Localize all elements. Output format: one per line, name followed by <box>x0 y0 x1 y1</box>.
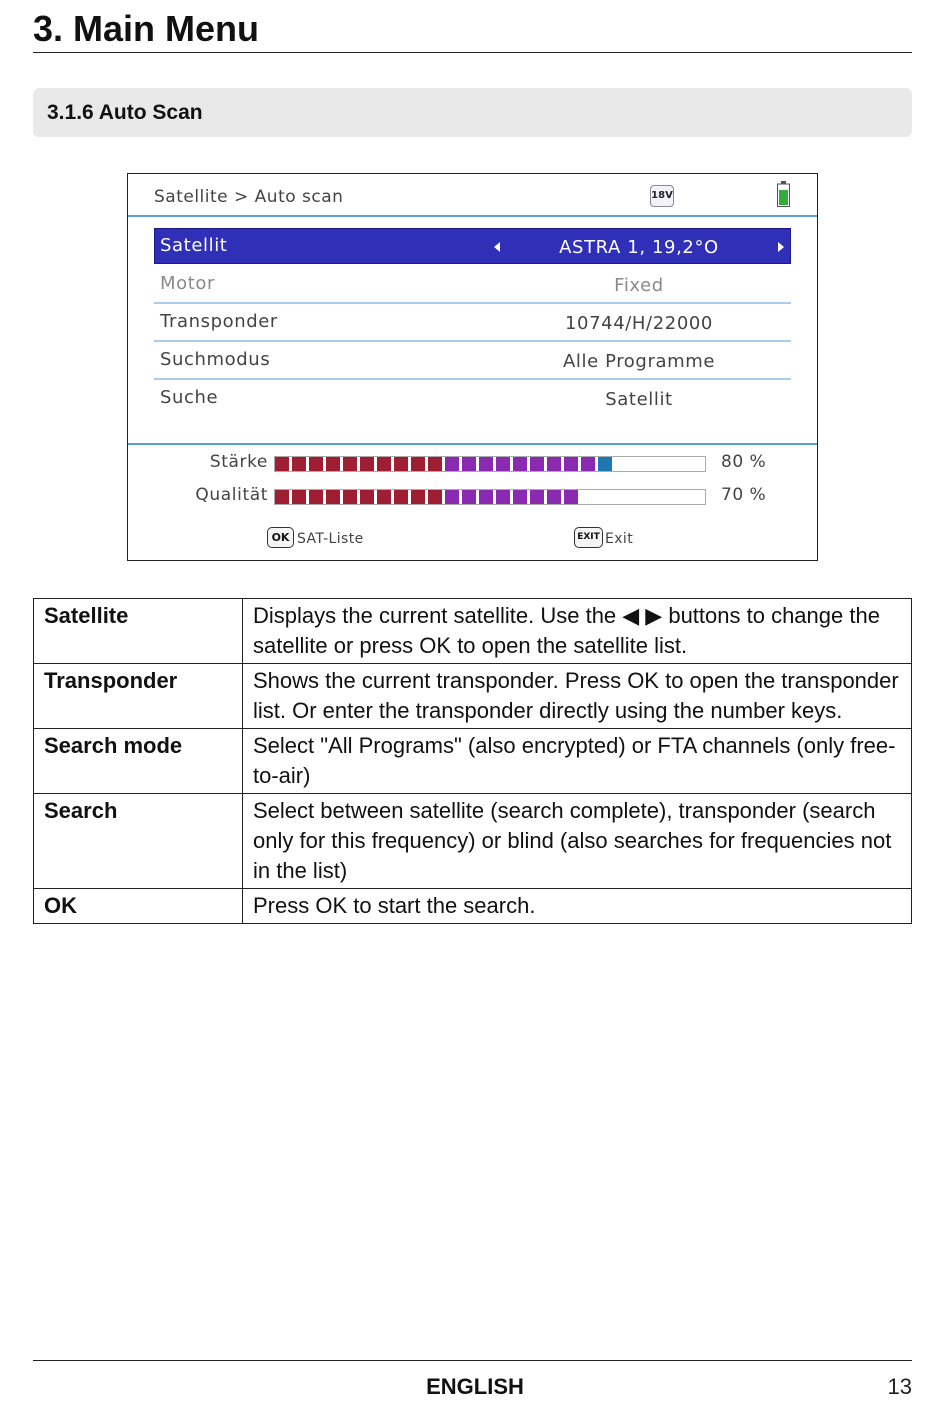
meter-segment <box>445 490 459 504</box>
table-term: OK <box>34 889 243 924</box>
table-description: Select "All Programs" (also encrypted) or FTA channels (only free-to-air) <box>243 729 912 794</box>
menu-row-value: 10744/H/22000 <box>565 313 713 334</box>
meter-segment <box>377 490 391 504</box>
ok-key-caption: SAT-Liste <box>297 531 364 547</box>
signal-quality-label: Qualität <box>195 485 268 505</box>
meter-segment <box>462 490 476 504</box>
meter-segment <box>462 457 476 471</box>
table-row <box>34 664 912 729</box>
table-description: Shows the current transponder. Press OK to open the transponder list. Or enter the transponder directly using the number keys. <box>243 664 912 729</box>
meter-segment <box>547 490 561 504</box>
exit-key-icon[interactable]: EXIT <box>574 527 603 548</box>
table-description: Displays the current satellite. Use the ◀ ▶ buttons to change the satellite or press OK to open the satellite list. <box>243 599 912 664</box>
menu-row-label: Suchmodus <box>160 349 271 370</box>
menu-row-motor <box>154 266 791 304</box>
meter-segment <box>513 490 527 504</box>
meter-segment <box>275 457 289 471</box>
table-term: Search <box>34 794 243 889</box>
meter-segment <box>343 490 357 504</box>
meter-segment <box>343 457 357 471</box>
meter-segment <box>360 490 374 504</box>
signal-quality-fill <box>275 490 581 504</box>
screen-header-divider <box>128 215 817 217</box>
menu-row-satellit[interactable] <box>154 228 791 264</box>
menu-row-transponder[interactable] <box>154 304 791 342</box>
exit-key-caption: Exit <box>605 531 634 547</box>
section-header <box>33 88 912 137</box>
signal-quality-percent: 70 % <box>721 485 767 505</box>
table-term: Transponder <box>34 664 243 729</box>
meter-segment <box>496 457 510 471</box>
meter-segment <box>513 457 527 471</box>
signal-strength-bar <box>274 456 706 472</box>
menu-row-label: Motor <box>160 273 216 294</box>
meter-segment <box>564 457 578 471</box>
meter-segment <box>428 457 442 471</box>
meter-segment <box>564 490 578 504</box>
signal-quality-bar <box>274 489 706 505</box>
meter-segment <box>309 457 323 471</box>
arrow-right-icon[interactable] <box>778 242 784 252</box>
meter-segment <box>530 490 544 504</box>
signal-strength-fill <box>275 457 615 471</box>
lnb-voltage-badge: 18V <box>650 185 674 207</box>
table-row <box>34 889 912 924</box>
meter-segment <box>292 457 306 471</box>
menu-row-label: Satellit <box>160 235 228 256</box>
menu-row-value: Satellit <box>605 389 673 410</box>
table-row <box>34 794 912 889</box>
meter-segment <box>598 457 612 471</box>
menu-row-suchmodus[interactable] <box>154 342 791 380</box>
meter-segment <box>275 490 289 504</box>
battery-icon <box>777 181 790 207</box>
table-row <box>34 729 912 794</box>
auto-scan-screenshot <box>127 173 818 561</box>
meter-segment <box>479 490 493 504</box>
page-heading: 3. Main Menu <box>33 8 260 49</box>
meter-segment <box>530 457 544 471</box>
meter-segment <box>445 457 459 471</box>
meter-segment <box>547 457 561 471</box>
screen-meter-divider <box>128 443 817 445</box>
table-term: Search mode <box>34 729 243 794</box>
menu-row-value: Alle Programme <box>562 351 716 372</box>
signal-strength-percent: 80 % <box>721 452 767 472</box>
footer-language: ENGLISH <box>426 1374 524 1399</box>
meter-segment <box>360 457 374 471</box>
menu-row-value: ASTRA 1, 19,2°O <box>559 237 719 258</box>
function-description-table <box>33 598 912 924</box>
meter-segment <box>411 457 425 471</box>
page-number: 13 <box>887 1374 912 1399</box>
section-title: 3.1.6 Auto Scan <box>47 101 203 124</box>
meter-segment <box>428 490 442 504</box>
ok-key-icon[interactable]: OK <box>267 527 294 548</box>
meter-segment <box>326 457 340 471</box>
footer-divider <box>33 1360 912 1361</box>
table-term: Satellite <box>34 599 243 664</box>
meter-segment <box>394 457 408 471</box>
signal-strength-label: Stärke <box>209 452 268 472</box>
meter-segment <box>377 457 391 471</box>
menu-row-suche[interactable] <box>154 380 791 416</box>
meter-segment <box>326 490 340 504</box>
table-description: Select between satellite (search complete), transponder (search only for this frequency) or blind (also searches for frequencies not in the list) <box>243 794 912 889</box>
meter-segment <box>309 490 323 504</box>
meter-segment <box>394 490 408 504</box>
table-row <box>34 599 912 664</box>
menu-row-label: Transponder <box>160 311 278 332</box>
meter-segment <box>292 490 306 504</box>
menu-row-value: Fixed <box>614 275 664 296</box>
meter-segment <box>496 490 510 504</box>
screen-breadcrumb: Satellite > Auto scan <box>154 187 344 207</box>
meter-segment <box>581 457 595 471</box>
heading-divider <box>33 52 912 53</box>
meter-segment <box>479 457 493 471</box>
table-description: Press OK to start the search. <box>243 889 912 924</box>
meter-segment <box>411 490 425 504</box>
menu-row-label: Suche <box>160 387 219 408</box>
